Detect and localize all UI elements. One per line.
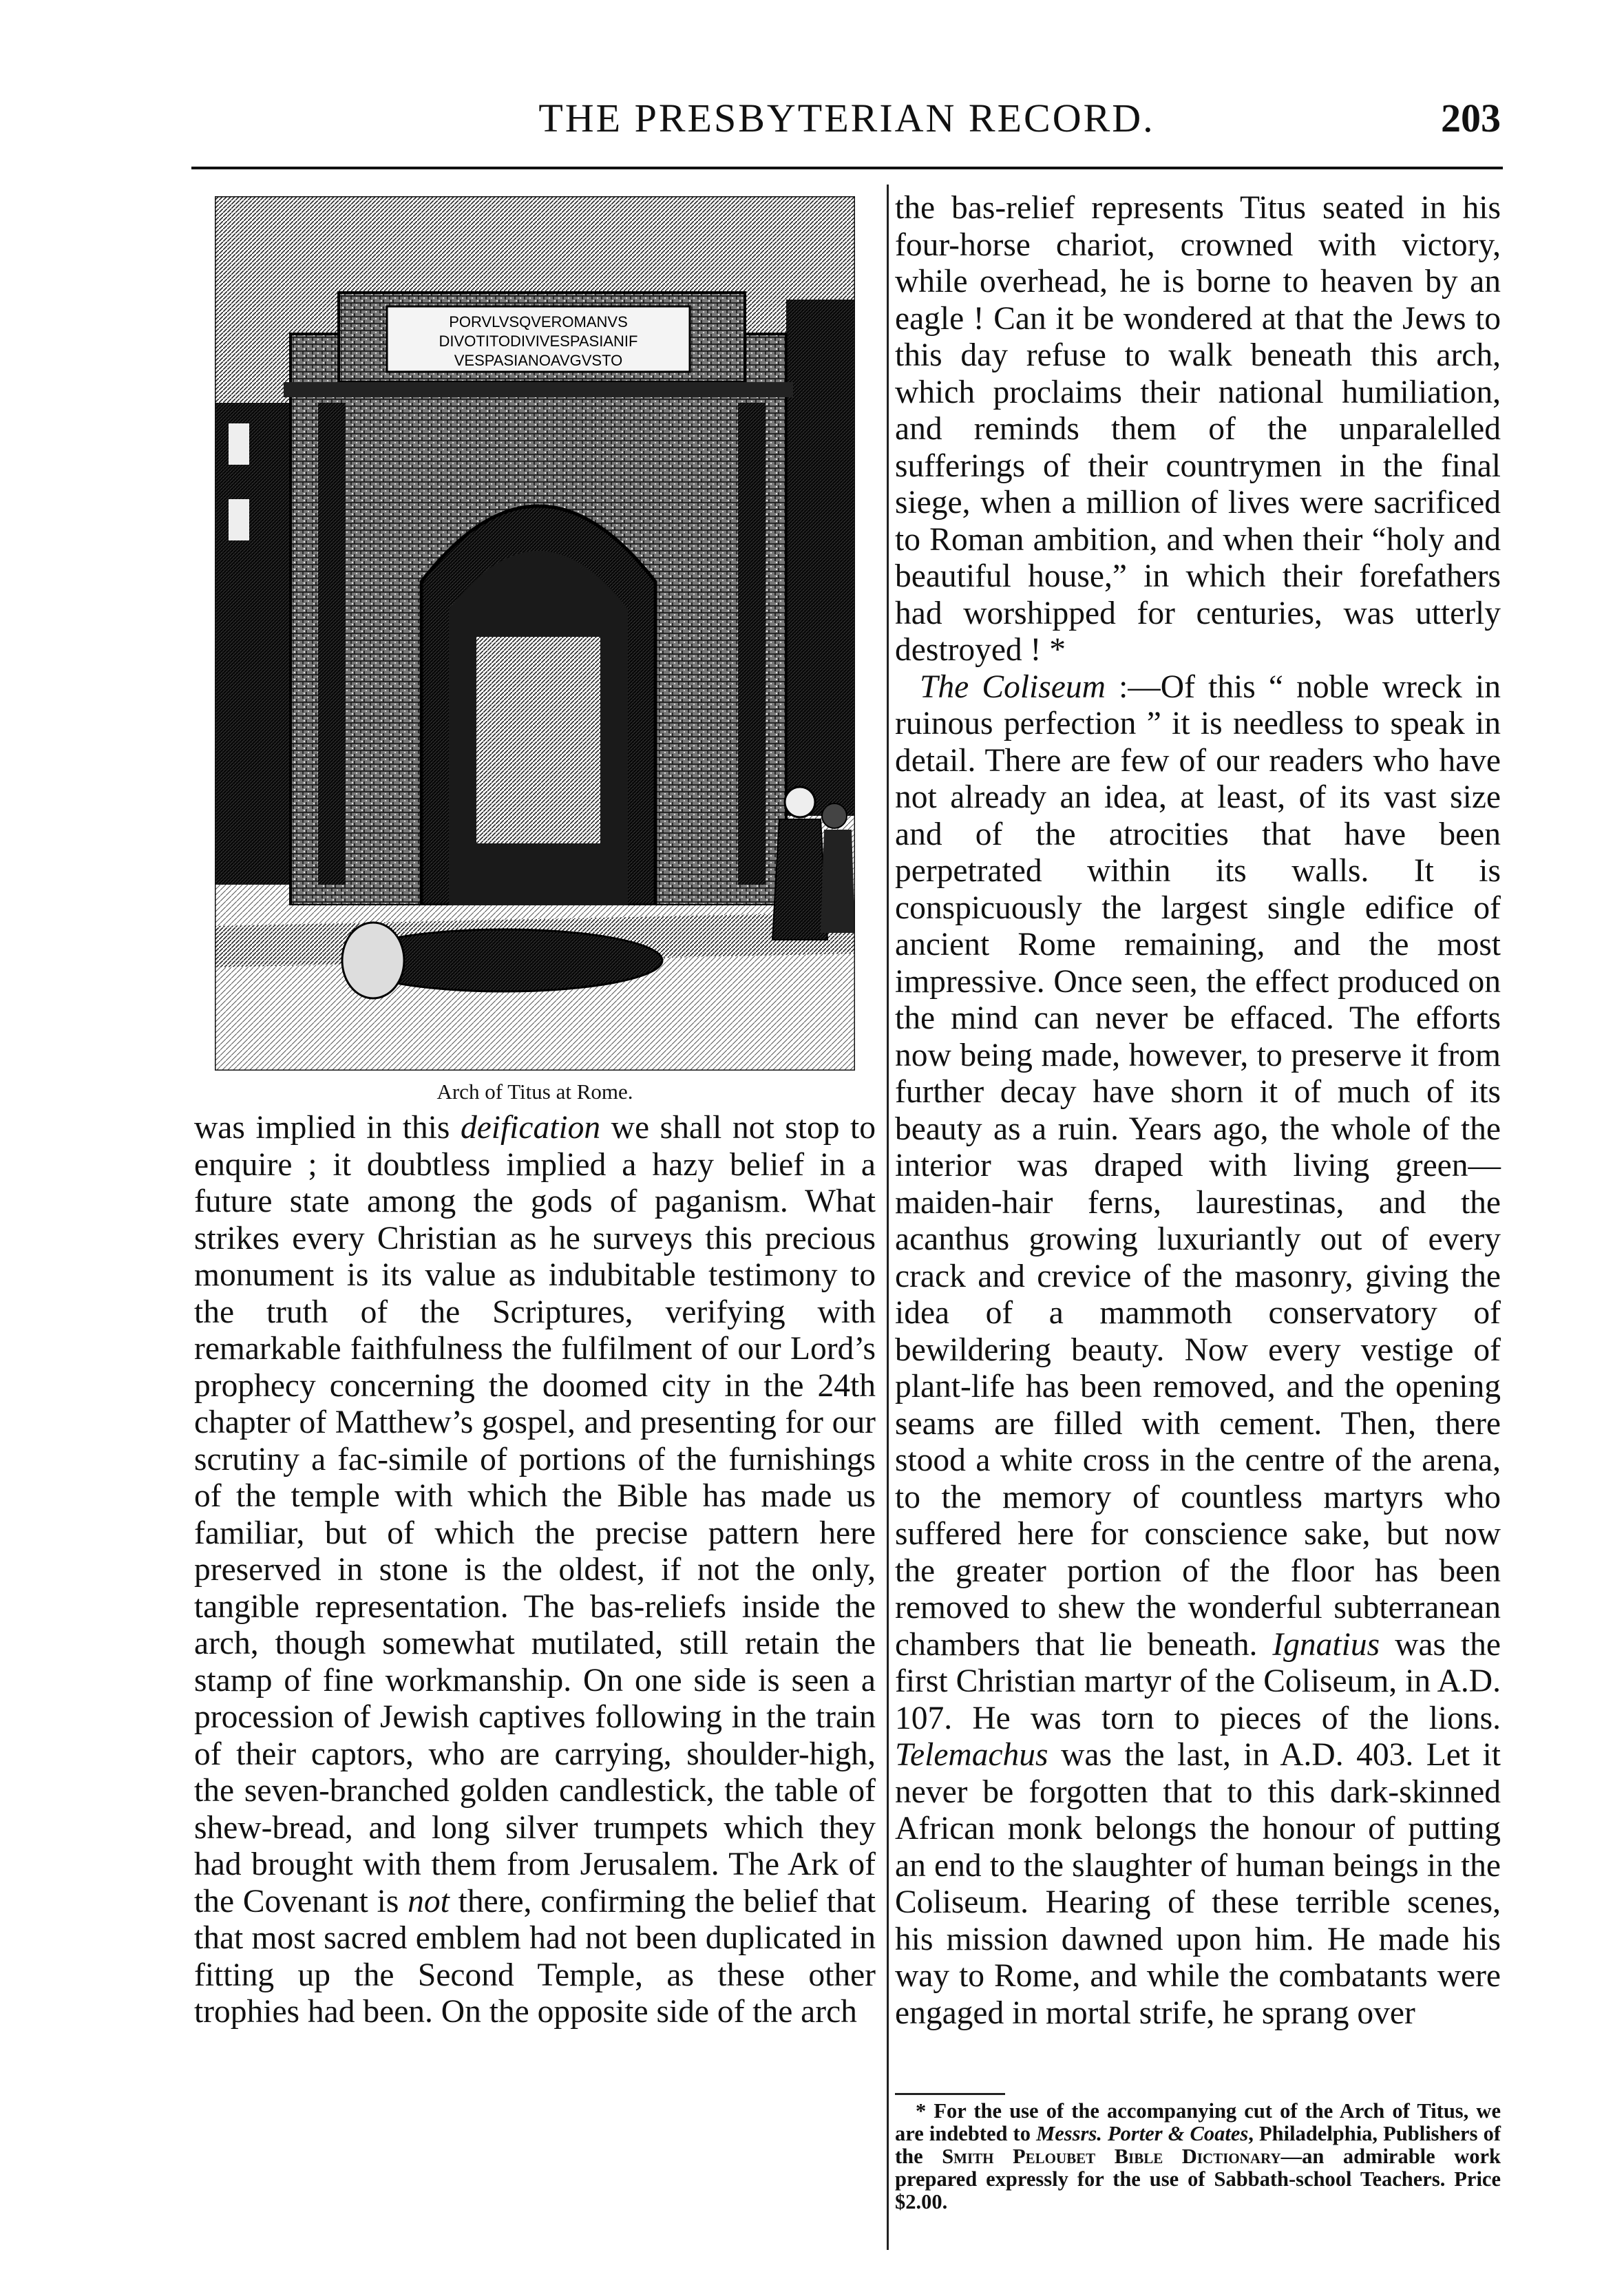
engraving-illustration	[215, 196, 855, 1071]
left-paragraph	[194, 1110, 876, 2031]
column-divider	[887, 185, 889, 2250]
text-run: was implied in this	[194, 1110, 461, 1146]
figure-caption: Arch of Titus at Rome.	[436, 1080, 633, 1104]
inscription-line-1: PORVLVSQVEROMANVS	[449, 313, 628, 330]
footnote-rule	[895, 2093, 1005, 2095]
page-number: 203	[1441, 96, 1501, 140]
footnote	[895, 2100, 1501, 2213]
arch-of-titus-engraving	[215, 196, 855, 1071]
text-run: was the first Christian martyr of the Coliseum, in A.D. 107. He was torn to pieces of the lions.	[895, 1626, 1501, 1736]
book-title: Smith Peloubet Bible Dictionary	[942, 2145, 1281, 2168]
publication-title: THE PRESBYTERIAN RECORD.	[538, 96, 1155, 140]
footnote-text	[895, 2100, 1501, 2213]
right-paragraph-1: the bas-relief represents Titus seated in his four-horse chariot, crowned with victory, while overhead, he is borne to heaven by an eagle ! Can it be wondered at that the Jews to this day refuse to walk beneath this arch, which proclaims their national humiliation, and reminds them of the unparalelled sufferings of their countrymen in the final siege, when a million of lives were sacrificed to Roman ambition, and when their “holy and beautiful house,” in which their forefathers had worshipped for centuries, was utterly destroyed ! *	[895, 190, 1501, 668]
text-run: * For the use of the accompanying cut of the Arch of Titus, we are indebted to	[895, 2099, 1501, 2145]
left-column-text	[194, 1110, 876, 2273]
italic-term: not	[408, 1883, 450, 1919]
inscription-line-2: DIVOTITODIVIVESPASIANIF	[439, 333, 638, 350]
italic-name: Telemachus	[895, 1737, 1048, 1773]
text-run: :—Of this “ noble wreck in ruinous perfection ” it is needless to speak in detail. There are few of our readers who have not already an idea, at least, of its vast size and of the atrocities that have been perpetrated within its walls. It is conspicuously the largest single edifice of ancient Rome remaining, and the most impressive. Once seen, the effect produced on the mind can never be effaced. The efforts now being made, however, to preserve it from further decay have shorn it of much of its beauty as a ruin. Years ago, the whole of the interior was draped with living green—maiden-hair ferns, laurestinas, and the acanthus growing luxuriantly out of every crack and crevice of the masonry, giving the idea of a mammoth conservatory of bewildering beauty. Now every vestige of plant-life has been removed, and the opening seams are filled with cement. Then, there stood a white cross in the centre of the arena, to the memory of countless martyrs who suffered here for conscience sake, but now the greater portion of the floor has been removed to shew the wonderful subterranean chambers that lie beneath.	[895, 669, 1501, 1663]
section-lead: The Coliseum	[920, 669, 1106, 705]
header-rule	[191, 167, 1503, 169]
publisher-name: Messrs. Porter & Coates	[1036, 2122, 1249, 2145]
text-run: there, confirming the belief that that most sacred emblem had not been duplicated in fitting up the Second Temple, as these other trophies had been. On the opposite side of the arch	[194, 1883, 876, 2030]
italic-name: Ignatius	[1272, 1626, 1380, 1663]
running-head	[193, 95, 1501, 157]
text-run: was the last, in A.D. 403. Let it never be forgotten that to this dark-skinned African monk belongs the honour of putting an end to the slaughter of human beings in the Coliseum. Hearing of these terrible scenes, his mission dawned upon him. He made his way to Rome, and while the combatants were engaged in mortal strife, he sprang over	[895, 1737, 1501, 2031]
right-column-text	[895, 190, 1501, 2063]
inscription-line-3: VESPASIANOAVGVSTO	[454, 352, 623, 369]
right-paragraph-2	[895, 669, 1501, 2032]
text-run: —an admirable work prepared expressly for the use of Sabbath-school Teachers. Price $2.00.	[895, 2145, 1501, 2213]
text-run: we shall not stop to enquire ; it doubtless implied a hazy belief in a future state among the gods of paganism. What strikes every Christian as he surveys this precious monument is its value as indubitable testimony to the truth of the Scriptures, verifying with remarkable faithfulness the fulfilment of our Lord’s prophecy concerning the doomed city in the 24th chapter of Matthew’s gospel, and presenting for our scrutiny a fac-simile of portions of the furnishings of the temple with which the Bible has made us familiar, but of which the precise pattern here preserved in stone is the oldest, if not the only, tangible representation. The bas-reliefs inside the arch, though somewhat mutilated, still retain the stamp of fine workmanship. On one side is seen a procession of Jewish captives following in the train of their captors, who are carrying, shoulder-high, the seven-branched golden candlestick, the table of shew-bread, and long silver trumpets which they had brought with them from Jerusalem. The Ark of the Covenant is	[194, 1110, 876, 1919]
italic-term: deification	[460, 1110, 601, 1146]
text-run: , Philadelphia, Publishers of the	[895, 2122, 1501, 2168]
